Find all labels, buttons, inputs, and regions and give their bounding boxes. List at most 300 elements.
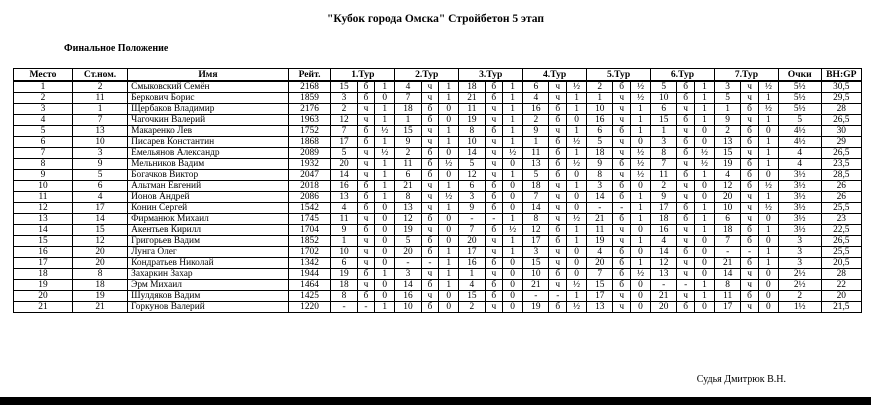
table-row [14, 159, 862, 170]
result-cell: 1 [694, 170, 714, 181]
opponent-cell: 2 [395, 148, 421, 159]
result-cell: 0 [375, 247, 395, 258]
result-cell: 0 [503, 258, 523, 269]
opponent-cell: 11 [523, 148, 549, 159]
result-cell: 1 [567, 291, 587, 302]
col-start-number: Ст.ном. [72, 69, 127, 82]
color-cell: б [357, 181, 375, 192]
result-cell: 0 [694, 247, 714, 258]
rating-cell: 1464 [288, 280, 331, 291]
opponent-cell: 4 [459, 280, 485, 291]
result-cell: 0 [503, 302, 523, 313]
place-cell: 4 [14, 115, 73, 126]
result-cell: ½ [630, 148, 650, 159]
color-cell: ч [357, 280, 375, 291]
color-cell: б [613, 81, 631, 93]
color-cell: ч [677, 181, 695, 192]
color-cell: б [485, 81, 503, 93]
opponent-cell: 17 [459, 247, 485, 258]
color-cell: б [421, 115, 439, 126]
result-cell: 0 [630, 225, 650, 236]
result-cell: ½ [567, 280, 587, 291]
result-cell: 0 [630, 247, 650, 258]
color-cell: б [613, 258, 631, 269]
color-cell: ч [421, 225, 439, 236]
opponent-cell: 8 [523, 214, 549, 225]
opponent-cell: 19 [459, 115, 485, 126]
result-cell: 1 [503, 104, 523, 115]
result-cell: 1 [439, 81, 459, 93]
opponent-cell: 3 [651, 137, 677, 148]
points-cell: 4½ [778, 137, 821, 148]
color-cell: ч [421, 203, 439, 214]
result-cell: 0 [630, 181, 650, 192]
result-cell: 0 [503, 269, 523, 280]
color-cell: - [485, 214, 503, 225]
color-cell: ч [549, 93, 567, 104]
result-cell: ½ [630, 159, 650, 170]
opponent-cell: 5 [651, 81, 677, 93]
tiebreak-cell: 28 [821, 269, 861, 280]
opponent-cell: 5 [714, 93, 740, 104]
result-cell: 1 [375, 159, 395, 170]
opponent-cell: 18 [714, 225, 740, 236]
color-cell: б [485, 291, 503, 302]
result-cell: 0 [758, 236, 778, 247]
result-cell: 0 [694, 126, 714, 137]
color-cell: б [549, 170, 567, 181]
place-cell: 1 [14, 81, 73, 93]
col-place: Место [14, 69, 73, 82]
tiebreak-cell: 26,5 [821, 148, 861, 159]
opponent-cell: 13 [395, 203, 421, 214]
tiebreak-cell: 20,5 [821, 258, 861, 269]
player-name-cell: Ионов Андрей [128, 192, 289, 203]
tiebreak-cell: 25,5 [821, 247, 861, 258]
color-cell: б [357, 269, 375, 280]
rating-cell: 2047 [288, 170, 331, 181]
opponent-cell: 12 [651, 258, 677, 269]
opponent-cell: 19 [587, 236, 613, 247]
color-cell: б [421, 104, 439, 115]
opponent-cell: 11 [587, 225, 613, 236]
color-cell: ч [357, 115, 375, 126]
opponent-cell: 9 [587, 159, 613, 170]
rating-cell: 2168 [288, 81, 331, 93]
color-cell: ч [741, 81, 759, 93]
player-name-cell: Мельников Вадим [128, 159, 289, 170]
opponent-cell: 6 [651, 104, 677, 115]
place-cell: 20 [14, 291, 73, 302]
color-cell: ч [357, 159, 375, 170]
color-cell: б [485, 93, 503, 104]
player-name-cell: Лунга Олег [128, 247, 289, 258]
color-cell: ч [677, 192, 695, 203]
opponent-cell: 21 [395, 181, 421, 192]
start-number-cell: 6 [72, 181, 127, 192]
result-cell: 0 [503, 280, 523, 291]
table-row [14, 269, 862, 280]
color-cell: б [485, 126, 503, 137]
color-cell: б [357, 192, 375, 203]
color-cell: ч [421, 291, 439, 302]
color-cell: ч [613, 104, 631, 115]
color-cell: б [677, 137, 695, 148]
opponent-cell: 11 [714, 291, 740, 302]
result-cell: 1 [503, 214, 523, 225]
result-cell: 1 [375, 104, 395, 115]
color-cell: ч [485, 148, 503, 159]
player-name-cell: Эрм Михаил [128, 280, 289, 291]
result-cell: 0 [758, 214, 778, 225]
tiebreak-cell: 22 [821, 280, 861, 291]
color-cell: б [677, 302, 695, 313]
place-cell: 17 [14, 258, 73, 269]
result-cell: 1 [630, 258, 650, 269]
opponent-cell: 13 [331, 192, 357, 203]
result-cell: 0 [503, 192, 523, 203]
opponent-cell: 9 [395, 137, 421, 148]
result-cell: 1 [503, 236, 523, 247]
opponent-cell: 7 [651, 159, 677, 170]
opponent-cell: 2 [523, 115, 549, 126]
page-title: "Кубок города Омска" Стройбетон 5 этап [327, 13, 544, 25]
col-name: Имя [128, 69, 289, 82]
color-cell: б [357, 93, 375, 104]
rating-cell: 1963 [288, 115, 331, 126]
opponent-cell: 15 [651, 115, 677, 126]
result-cell: 1 [630, 203, 650, 214]
rating-cell: 2086 [288, 192, 331, 203]
player-name-cell: Кондратьев Николай [128, 258, 289, 269]
points-cell: 4 [778, 148, 821, 159]
result-cell: 1 [758, 159, 778, 170]
opponent-cell: 12 [523, 225, 549, 236]
points-cell: 3½ [778, 214, 821, 225]
color-cell: б [485, 258, 503, 269]
color-cell: б [549, 159, 567, 170]
opponent-cell: 19 [331, 269, 357, 280]
result-cell: 1 [694, 104, 714, 115]
result-cell: 0 [439, 225, 459, 236]
subtitle: Финальное Положение [64, 43, 169, 54]
color-cell: ч [421, 137, 439, 148]
opponent-cell: 21 [523, 280, 549, 291]
points-cell: 5½ [778, 104, 821, 115]
start-number-cell: 17 [72, 203, 127, 214]
tiebreak-cell: 21,5 [821, 302, 861, 313]
tiebreak-cell: 29,5 [821, 93, 861, 104]
opponent-cell: 4 [651, 236, 677, 247]
color-cell: - [677, 280, 695, 291]
color-cell: ч [485, 302, 503, 313]
result-cell: 0 [630, 302, 650, 313]
color-cell: ч [741, 280, 759, 291]
rating-cell: 1852 [288, 236, 331, 247]
color-cell: ч [677, 236, 695, 247]
opponent-cell: 10 [651, 93, 677, 104]
table-row [14, 170, 862, 181]
result-cell: 0 [758, 269, 778, 280]
opponent-cell: 18 [331, 280, 357, 291]
color-cell: ч [549, 280, 567, 291]
bottom-bar [0, 397, 871, 405]
opponent-cell: 1 [523, 137, 549, 148]
opponent-cell: 16 [523, 104, 549, 115]
points-cell: 1½ [778, 302, 821, 313]
result-cell: 0 [630, 280, 650, 291]
start-number-cell: 13 [72, 126, 127, 137]
result-cell: ½ [567, 159, 587, 170]
result-cell: ½ [630, 269, 650, 280]
table-row [14, 137, 862, 148]
result-cell: 1 [439, 247, 459, 258]
start-number-cell: 11 [72, 93, 127, 104]
opponent-cell: - [587, 203, 613, 214]
result-cell: 0 [375, 291, 395, 302]
color-cell: б [613, 126, 631, 137]
color-cell: б [421, 302, 439, 313]
opponent-cell: 6 [459, 181, 485, 192]
rating-cell: 1944 [288, 269, 331, 280]
color-cell: ч [741, 203, 759, 214]
result-cell: 1 [375, 170, 395, 181]
opponent-cell: 2 [587, 81, 613, 93]
result-cell: 0 [503, 181, 523, 192]
place-cell: 15 [14, 236, 73, 247]
color-cell: ч [549, 126, 567, 137]
color-cell: б [357, 225, 375, 236]
result-cell: 1 [503, 247, 523, 258]
player-name-cell: Богачков Виктор [128, 170, 289, 181]
tiebreak-cell: 23 [821, 214, 861, 225]
result-cell: 1 [630, 126, 650, 137]
color-cell: ч [741, 115, 759, 126]
player-name-cell: Беркович Борис [128, 93, 289, 104]
color-cell: б [741, 225, 759, 236]
start-number-cell: 21 [72, 302, 127, 313]
color-cell: б [421, 280, 439, 291]
color-cell: ч [549, 258, 567, 269]
result-cell: 1 [567, 236, 587, 247]
result-cell: 1 [630, 115, 650, 126]
table-row [14, 181, 862, 192]
table-row [14, 115, 862, 126]
place-cell: 14 [14, 225, 73, 236]
table-row [14, 192, 862, 203]
start-number-cell: 20 [72, 247, 127, 258]
player-name-cell: Смыковский Семён [128, 81, 289, 93]
result-cell: 1 [503, 115, 523, 126]
table-row [14, 148, 862, 159]
judge-signature: Судья Дмитрюк В.Н. [696, 374, 786, 385]
result-cell: 0 [694, 181, 714, 192]
place-cell: 3 [14, 104, 73, 115]
result-cell: ½ [758, 181, 778, 192]
color-cell: ч [421, 126, 439, 137]
color-cell: б [677, 214, 695, 225]
player-name-cell: Захаркин Захар [128, 269, 289, 280]
color-cell: ч [421, 81, 439, 93]
color-cell: ч [613, 225, 631, 236]
result-cell: 0 [375, 258, 395, 269]
opponent-cell: 12 [331, 115, 357, 126]
opponent-cell: 13 [523, 159, 549, 170]
color-cell: б [677, 148, 695, 159]
opponent-cell: 7 [714, 236, 740, 247]
table-row [14, 236, 862, 247]
opponent-cell: 10 [523, 269, 549, 280]
opponent-cell: 5 [395, 236, 421, 247]
color-cell: ч [421, 181, 439, 192]
points-cell: 3 [778, 236, 821, 247]
color-cell: б [485, 203, 503, 214]
table-row [14, 302, 862, 313]
result-cell: 1 [375, 192, 395, 203]
player-name-cell: Конин Сергей [128, 203, 289, 214]
opponent-cell: 13 [714, 137, 740, 148]
result-cell: 0 [375, 93, 395, 104]
color-cell: б [421, 214, 439, 225]
opponent-cell: 7 [459, 225, 485, 236]
color-cell: ч [485, 115, 503, 126]
place-cell: 16 [14, 247, 73, 258]
opponent-cell: 3 [331, 93, 357, 104]
result-cell: ½ [439, 192, 459, 203]
color-cell: б [357, 291, 375, 302]
color-cell: б [549, 148, 567, 159]
player-name-cell: Акентьев Кирилл [128, 225, 289, 236]
result-cell: ½ [758, 203, 778, 214]
color-cell: ч [549, 203, 567, 214]
color-cell: б [549, 225, 567, 236]
opponent-cell: 20 [331, 159, 357, 170]
opponent-cell: 19 [523, 302, 549, 313]
result-cell: ½ [439, 159, 459, 170]
result-cell: 0 [439, 302, 459, 313]
result-cell: 1 [375, 137, 395, 148]
place-cell: 6 [14, 137, 73, 148]
opponent-cell: 17 [651, 203, 677, 214]
result-cell: 1 [567, 181, 587, 192]
opponent-cell: 12 [714, 181, 740, 192]
player-name-cell: Григорьев Вадим [128, 236, 289, 247]
start-number-cell: 4 [72, 192, 127, 203]
color-cell: ч [549, 81, 567, 93]
rating-cell: 2176 [288, 104, 331, 115]
result-cell: 0 [567, 192, 587, 203]
opponent-cell: 4 [395, 81, 421, 93]
color-cell: б [741, 159, 759, 170]
rating-cell: 1745 [288, 214, 331, 225]
points-cell: 3 [778, 258, 821, 269]
place-cell: 12 [14, 203, 73, 214]
result-cell: ½ [630, 93, 650, 104]
opponent-cell: 14 [395, 280, 421, 291]
table-row [14, 93, 862, 104]
color-cell: ч [421, 269, 439, 280]
color-cell: б [741, 258, 759, 269]
result-cell: 1 [503, 170, 523, 181]
result-cell: 1 [758, 258, 778, 269]
result-cell: 0 [694, 258, 714, 269]
col-round-2: 2.Тур [395, 69, 459, 82]
opponent-cell: 8 [331, 291, 357, 302]
opponent-cell: 1 [587, 93, 613, 104]
color-cell: ч [421, 93, 439, 104]
opponent-cell: 16 [331, 181, 357, 192]
result-cell: 0 [439, 148, 459, 159]
result-cell: 1 [694, 214, 714, 225]
start-number-cell: 7 [72, 115, 127, 126]
result-cell: 1 [375, 115, 395, 126]
opponent-cell: 9 [331, 225, 357, 236]
color-cell: б [613, 159, 631, 170]
color-cell: ч [741, 148, 759, 159]
result-cell: 0 [758, 280, 778, 291]
opponent-cell: 15 [459, 291, 485, 302]
opponent-cell: 8 [459, 126, 485, 137]
result-cell: 0 [503, 159, 523, 170]
rating-cell: 1868 [288, 137, 331, 148]
opponent-cell: 12 [395, 214, 421, 225]
opponent-cell: 13 [587, 302, 613, 313]
result-cell: 1 [567, 148, 587, 159]
result-cell: 0 [694, 236, 714, 247]
result-cell: 0 [567, 203, 587, 214]
opponent-cell: 14 [331, 170, 357, 181]
opponent-cell: 1 [395, 115, 421, 126]
result-cell: 0 [375, 236, 395, 247]
tiebreak-cell: 28,5 [821, 170, 861, 181]
result-cell: 0 [694, 137, 714, 148]
opponent-cell: 5 [459, 159, 485, 170]
table-row [14, 280, 862, 291]
opponent-cell: 12 [459, 170, 485, 181]
place-cell: 19 [14, 280, 73, 291]
place-cell: 18 [14, 269, 73, 280]
result-cell: 1 [758, 192, 778, 203]
opponent-cell: 19 [714, 159, 740, 170]
opponent-cell: 15 [714, 148, 740, 159]
rating-cell: 1859 [288, 93, 331, 104]
result-cell: ½ [567, 214, 587, 225]
place-cell: 8 [14, 159, 73, 170]
opponent-cell: 14 [651, 247, 677, 258]
tiebreak-cell: 26 [821, 181, 861, 192]
result-cell: 0 [503, 203, 523, 214]
opponent-cell: 16 [651, 225, 677, 236]
result-cell: 0 [439, 104, 459, 115]
result-cell: 1 [503, 81, 523, 93]
tiebreak-cell: 26,5 [821, 236, 861, 247]
color-cell: ч [357, 104, 375, 115]
opponent-cell: - [523, 291, 549, 302]
points-cell: 2 [778, 291, 821, 302]
start-number-cell: 1 [72, 104, 127, 115]
result-cell: 0 [694, 302, 714, 313]
color-cell: б [741, 126, 759, 137]
tiebreak-cell: 20 [821, 291, 861, 302]
result-cell: ½ [630, 81, 650, 93]
opponent-cell: 17 [331, 137, 357, 148]
result-cell: 1 [758, 115, 778, 126]
opponent-cell: 2 [651, 181, 677, 192]
color-cell: б [549, 269, 567, 280]
result-cell: 0 [567, 115, 587, 126]
color-cell: - [421, 258, 439, 269]
opponent-cell: 16 [459, 258, 485, 269]
